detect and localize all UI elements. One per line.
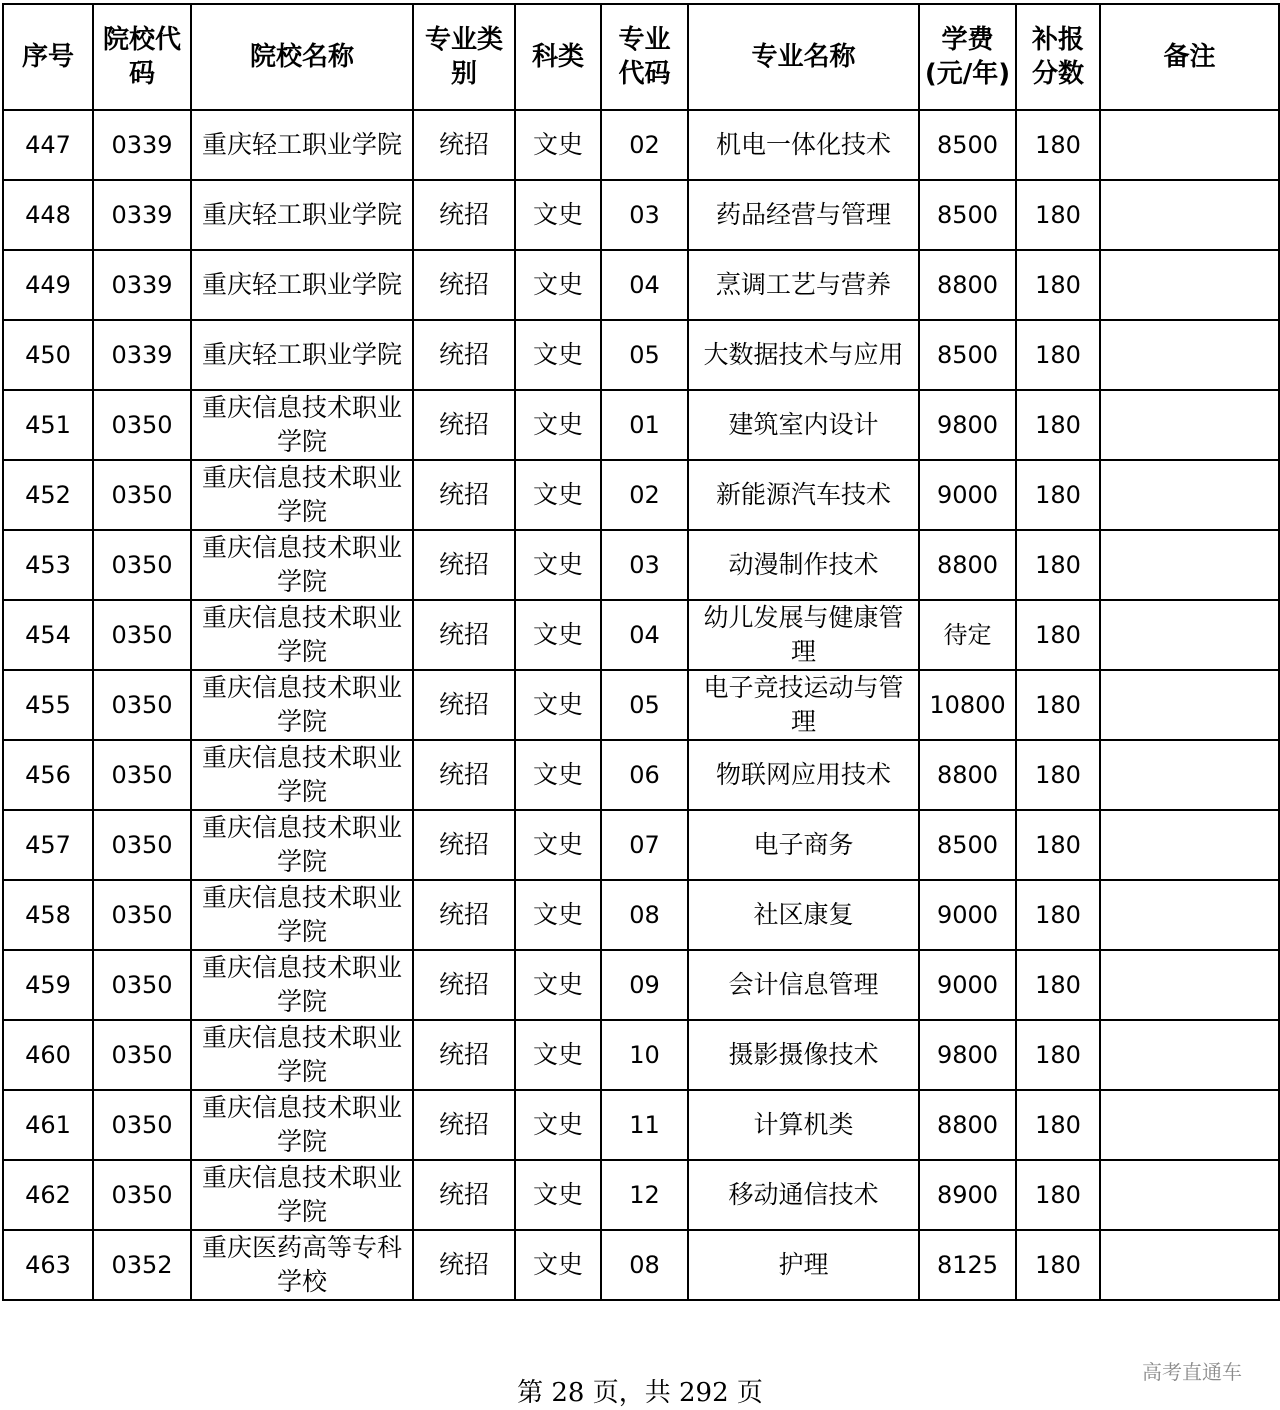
score-cell: 180	[1016, 740, 1100, 810]
remark-cell	[1100, 810, 1279, 880]
school-code-cell: 0352	[93, 1230, 191, 1300]
category-cell: 统招	[413, 110, 515, 180]
table-row	[3, 600, 1279, 670]
school-code-cell: 0350	[93, 1020, 191, 1090]
tuition-cell: 8800	[919, 740, 1016, 810]
table-row	[3, 1020, 1279, 1090]
table-row	[3, 1230, 1279, 1300]
school-name-cell: 重庆信息技术职业学院	[191, 1160, 413, 1230]
remark-cell	[1100, 180, 1279, 250]
major-name-cell: 电子竞技运动与管理	[688, 670, 919, 740]
major-code-cell: 08	[601, 1230, 688, 1300]
school-code-cell: 0350	[93, 1160, 191, 1230]
major-code-cell: 04	[601, 250, 688, 320]
remark-cell	[1100, 740, 1279, 810]
school-name-cell: 重庆信息技术职业学院	[191, 390, 413, 460]
remark-cell	[1100, 1090, 1279, 1160]
subject-cell: 文史	[515, 110, 601, 180]
major-name-cell: 护理	[688, 1230, 919, 1300]
score-cell: 180	[1016, 390, 1100, 460]
subject-cell: 文史	[515, 880, 601, 950]
score-cell: 180	[1016, 1020, 1100, 1090]
table-row	[3, 1090, 1279, 1160]
seq-cell: 452	[3, 460, 93, 530]
score-cell: 180	[1016, 810, 1100, 880]
seq-cell: 457	[3, 810, 93, 880]
school-name-cell: 重庆轻工职业学院	[191, 110, 413, 180]
major-name-cell: 幼儿发展与健康管理	[688, 600, 919, 670]
school-code-cell: 0339	[93, 320, 191, 390]
remark-cell	[1100, 320, 1279, 390]
school-name-cell: 重庆轻工职业学院	[191, 180, 413, 250]
watermark: 高考直通车	[1142, 1360, 1242, 1384]
major-name-cell: 会计信息管理	[688, 950, 919, 1020]
remark-cell	[1100, 1020, 1279, 1090]
major-name-cell: 烹调工艺与营养	[688, 250, 919, 320]
header-cell: 院校名称	[191, 4, 413, 110]
category-cell: 统招	[413, 1020, 515, 1090]
score-cell: 180	[1016, 670, 1100, 740]
subject-cell: 文史	[515, 320, 601, 390]
school-code-cell: 0350	[93, 600, 191, 670]
header-cell: 院校代码	[93, 4, 191, 110]
table-row	[3, 530, 1279, 600]
remark-cell	[1100, 950, 1279, 1020]
remark-cell	[1100, 110, 1279, 180]
school-name-cell: 重庆信息技术职业学院	[191, 460, 413, 530]
header-cell: 备注	[1100, 4, 1279, 110]
major-name-cell: 物联网应用技术	[688, 740, 919, 810]
tuition-cell: 8500	[919, 110, 1016, 180]
tuition-cell: 8800	[919, 1090, 1016, 1160]
school-name-cell: 重庆轻工职业学院	[191, 320, 413, 390]
school-code-cell: 0350	[93, 390, 191, 460]
table-row	[3, 460, 1279, 530]
seq-cell: 453	[3, 530, 93, 600]
subject-cell: 文史	[515, 950, 601, 1020]
remark-cell	[1100, 250, 1279, 320]
subject-cell: 文史	[515, 1160, 601, 1230]
major-code-cell: 08	[601, 880, 688, 950]
score-cell: 180	[1016, 880, 1100, 950]
seq-cell: 451	[3, 390, 93, 460]
category-cell: 统招	[413, 600, 515, 670]
tuition-cell: 8500	[919, 180, 1016, 250]
subject-cell: 文史	[515, 250, 601, 320]
school-code-cell: 0350	[93, 460, 191, 530]
major-code-cell: 11	[601, 1090, 688, 1160]
table-row	[3, 250, 1279, 320]
table-header-row	[3, 4, 1279, 110]
subject-cell: 文史	[515, 740, 601, 810]
remark-cell	[1100, 1160, 1279, 1230]
school-code-cell: 0350	[93, 880, 191, 950]
tuition-cell: 8900	[919, 1160, 1016, 1230]
table-row	[3, 110, 1279, 180]
subject-cell: 文史	[515, 1090, 601, 1160]
tuition-cell: 9800	[919, 390, 1016, 460]
header-cell: 序号	[3, 4, 93, 110]
seq-cell: 454	[3, 600, 93, 670]
score-cell: 180	[1016, 250, 1100, 320]
school-name-cell: 重庆信息技术职业学院	[191, 810, 413, 880]
school-code-cell: 0350	[93, 530, 191, 600]
header-cell: 学费(元/年)	[919, 4, 1016, 110]
header-cell: 专业代码	[601, 4, 688, 110]
school-name-cell: 重庆信息技术职业学院	[191, 1090, 413, 1160]
seq-cell: 460	[3, 1020, 93, 1090]
major-name-cell: 建筑室内设计	[688, 390, 919, 460]
tuition-cell: 8800	[919, 250, 1016, 320]
subject-cell: 文史	[515, 810, 601, 880]
table-row	[3, 740, 1279, 810]
category-cell: 统招	[413, 180, 515, 250]
major-name-cell: 新能源汽车技术	[688, 460, 919, 530]
remark-cell	[1100, 460, 1279, 530]
major-code-cell: 03	[601, 530, 688, 600]
major-code-cell: 02	[601, 110, 688, 180]
category-cell: 统招	[413, 390, 515, 460]
school-name-cell: 重庆轻工职业学院	[191, 250, 413, 320]
table-row	[3, 320, 1279, 390]
seq-cell: 463	[3, 1230, 93, 1300]
category-cell: 统招	[413, 810, 515, 880]
seq-cell: 455	[3, 670, 93, 740]
score-cell: 180	[1016, 1160, 1100, 1230]
category-cell: 统招	[413, 1090, 515, 1160]
category-cell: 统招	[413, 880, 515, 950]
major-code-cell: 03	[601, 180, 688, 250]
school-name-cell: 重庆信息技术职业学院	[191, 670, 413, 740]
tuition-cell: 9000	[919, 460, 1016, 530]
score-cell: 180	[1016, 600, 1100, 670]
subject-cell: 文史	[515, 460, 601, 530]
school-name-cell: 重庆信息技术职业学院	[191, 600, 413, 670]
major-name-cell: 移动通信技术	[688, 1160, 919, 1230]
school-code-cell: 0350	[93, 1090, 191, 1160]
school-name-cell: 重庆信息技术职业学院	[191, 530, 413, 600]
tuition-cell: 9000	[919, 950, 1016, 1020]
tuition-cell: 8800	[919, 530, 1016, 600]
major-code-cell: 05	[601, 670, 688, 740]
remark-cell	[1100, 600, 1279, 670]
school-code-cell: 0339	[93, 110, 191, 180]
major-code-cell: 02	[601, 460, 688, 530]
major-name-cell: 摄影摄像技术	[688, 1020, 919, 1090]
school-code-cell: 0350	[93, 670, 191, 740]
school-name-cell: 重庆信息技术职业学院	[191, 950, 413, 1020]
score-cell: 180	[1016, 1230, 1100, 1300]
major-name-cell: 计算机类	[688, 1090, 919, 1160]
school-name-cell: 重庆医药高等专科学校	[191, 1230, 413, 1300]
major-code-cell: 09	[601, 950, 688, 1020]
seq-cell: 459	[3, 950, 93, 1020]
school-code-cell: 0350	[93, 810, 191, 880]
seq-cell: 449	[3, 250, 93, 320]
seq-cell: 447	[3, 110, 93, 180]
subject-cell: 文史	[515, 180, 601, 250]
major-name-cell: 动漫制作技术	[688, 530, 919, 600]
category-cell: 统招	[413, 740, 515, 810]
tuition-cell: 8125	[919, 1230, 1016, 1300]
category-cell: 统招	[413, 460, 515, 530]
subject-cell: 文史	[515, 1020, 601, 1090]
seq-cell: 450	[3, 320, 93, 390]
table-row	[3, 670, 1279, 740]
page-number: 第 28 页，共 292 页	[517, 1378, 763, 1408]
tuition-cell: 9800	[919, 1020, 1016, 1090]
category-cell: 统招	[413, 320, 515, 390]
table-row	[3, 1160, 1279, 1230]
major-code-cell: 12	[601, 1160, 688, 1230]
category-cell: 统招	[413, 530, 515, 600]
subject-cell: 文史	[515, 600, 601, 670]
major-code-cell: 04	[601, 600, 688, 670]
score-cell: 180	[1016, 530, 1100, 600]
seq-cell: 458	[3, 880, 93, 950]
admission-table	[2, 3, 1280, 1301]
subject-cell: 文史	[515, 1230, 601, 1300]
category-cell: 统招	[413, 1230, 515, 1300]
score-cell: 180	[1016, 180, 1100, 250]
tuition-cell: 8500	[919, 320, 1016, 390]
major-name-cell: 机电一体化技术	[688, 110, 919, 180]
tuition-cell: 10800	[919, 670, 1016, 740]
table-row	[3, 180, 1279, 250]
major-name-cell: 社区康复	[688, 880, 919, 950]
category-cell: 统招	[413, 1160, 515, 1230]
subject-cell: 文史	[515, 530, 601, 600]
major-name-cell: 电子商务	[688, 810, 919, 880]
remark-cell	[1100, 880, 1279, 950]
table-row	[3, 810, 1279, 880]
table-row	[3, 390, 1279, 460]
school-code-cell: 0350	[93, 740, 191, 810]
major-code-cell: 01	[601, 390, 688, 460]
remark-cell	[1100, 1230, 1279, 1300]
table-body	[3, 110, 1279, 1300]
seq-cell: 461	[3, 1090, 93, 1160]
header-cell: 补报分数	[1016, 4, 1100, 110]
table-row	[3, 880, 1279, 950]
major-code-cell: 07	[601, 810, 688, 880]
tuition-cell: 待定	[919, 600, 1016, 670]
school-code-cell: 0339	[93, 180, 191, 250]
header-cell: 科类	[515, 4, 601, 110]
category-cell: 统招	[413, 670, 515, 740]
score-cell: 180	[1016, 460, 1100, 530]
table-row	[3, 950, 1279, 1020]
tuition-cell: 9000	[919, 880, 1016, 950]
score-cell: 180	[1016, 950, 1100, 1020]
remark-cell	[1100, 390, 1279, 460]
seq-cell: 456	[3, 740, 93, 810]
header-cell: 专业类别	[413, 4, 515, 110]
tuition-cell: 8500	[919, 810, 1016, 880]
header-cell: 专业名称	[688, 4, 919, 110]
subject-cell: 文史	[515, 390, 601, 460]
school-name-cell: 重庆信息技术职业学院	[191, 880, 413, 950]
school-name-cell: 重庆信息技术职业学院	[191, 740, 413, 810]
score-cell: 180	[1016, 1090, 1100, 1160]
school-code-cell: 0350	[93, 950, 191, 1020]
seq-cell: 462	[3, 1160, 93, 1230]
remark-cell	[1100, 530, 1279, 600]
major-code-cell: 05	[601, 320, 688, 390]
school-code-cell: 0339	[93, 250, 191, 320]
major-code-cell: 06	[601, 740, 688, 810]
school-name-cell: 重庆信息技术职业学院	[191, 1020, 413, 1090]
score-cell: 180	[1016, 320, 1100, 390]
seq-cell: 448	[3, 180, 93, 250]
category-cell: 统招	[413, 950, 515, 1020]
category-cell: 统招	[413, 250, 515, 320]
score-cell: 180	[1016, 110, 1100, 180]
remark-cell	[1100, 670, 1279, 740]
major-code-cell: 10	[601, 1020, 688, 1090]
major-name-cell: 药品经营与管理	[688, 180, 919, 250]
major-name-cell: 大数据技术与应用	[688, 320, 919, 390]
subject-cell: 文史	[515, 670, 601, 740]
